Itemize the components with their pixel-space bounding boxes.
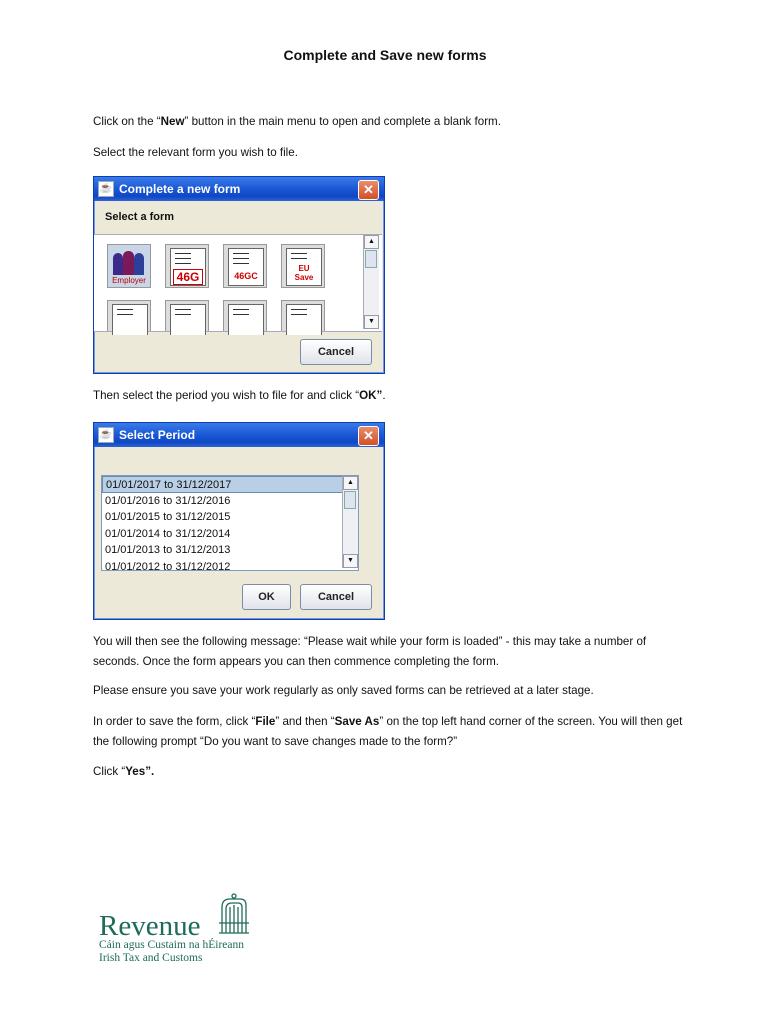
scroll-thumb[interactable] [344,491,356,509]
ok-button[interactable]: OK [242,584,291,610]
save-regularly-text: Please ensure you save your work regularly as only saved forms can be retrieved at a later stage. [93,684,594,697]
dialog-title: Select Period [119,428,196,442]
harp-crest-icon [216,893,252,937]
dialog-title: Complete a new form [119,182,241,196]
period-item[interactable]: 01/01/2017 to 31/12/2017 [102,476,358,493]
select-form-heading: Select a form [105,211,175,223]
instruction-new: Click on the “New” button in the main menu to open and complete a blank form. [93,115,501,128]
period-item[interactable]: 01/01/2016 to 31/12/2016 [105,494,231,507]
period-item[interactable]: 01/01/2015 to 31/12/2015 [105,511,231,523]
cancel-button[interactable]: Cancel [300,584,372,610]
form-label: 46G [173,269,203,285]
java-icon: ☕ [98,181,114,197]
period-list[interactable] [101,475,359,571]
scroll-up-icon[interactable]: ▲ [364,235,379,249]
form-label: Employer [112,276,146,285]
logo-wordmark: Revenue [99,910,201,942]
dialog-titlebar [94,177,384,201]
close-button[interactable]: ✕ [358,180,379,200]
form-row2-4[interactable] [281,300,325,331]
form-46g[interactable] [165,244,209,288]
instruction-select-form: Select the relevant form you wish to file. [93,146,298,159]
scroll-up-icon[interactable]: ▲ [343,476,358,490]
form-grid [94,234,382,332]
period-item[interactable]: 01/01/2012 to 31/12/2012 [105,560,231,571]
form-46gc[interactable] [223,244,267,288]
java-icon: ☕ [98,427,114,443]
logo-irish-text: Cáin agus Custaim na hÉireann [99,939,244,951]
period-item[interactable]: 01/01/2014 to 31/12/2014 [105,527,231,540]
form-label: 46GC [234,271,258,281]
click-yes-instruction: Click “Yes”. [93,765,155,778]
complete-new-form-dialog [93,176,385,374]
scroll-down-icon[interactable]: ▼ [343,554,358,568]
period-scrollbar[interactable] [342,476,358,568]
scroll-thumb[interactable] [365,250,377,268]
form-row2-2[interactable] [165,300,209,331]
cancel-button[interactable]: Cancel [300,339,372,365]
form-scrollbar[interactable] [363,235,379,329]
save-as-instruction: In order to save the form, click “File” and then “Save As” on the top left hand corner of the screen. You will then get the following prompt “Do you want to save changes made to the form?” [93,715,683,748]
form-employer[interactable] [107,244,151,288]
select-period-dialog [93,422,385,620]
dialog-titlebar [94,423,384,447]
close-button[interactable]: ✕ [358,426,379,446]
form-row2-3[interactable] [223,300,267,331]
scroll-down-icon[interactable]: ▼ [364,315,379,329]
form-label: EU Save [294,264,314,282]
page-title: Complete and Save new forms [283,47,487,63]
instruction-select-period: Then select the period you wish to file for and click “OK”. [93,389,386,402]
form-row2-1[interactable] [107,300,151,331]
logo-english-text: Irish Tax and Customs [99,952,203,964]
loading-message-text: You will then see the following message: “Please wait while your form is loaded” - this may take a number of seconds. Once the form appears you can then commence completing the form. [93,635,647,668]
form-eu-save[interactable] [281,244,325,288]
period-item[interactable]: 01/01/2013 to 31/12/2013 [105,544,231,556]
